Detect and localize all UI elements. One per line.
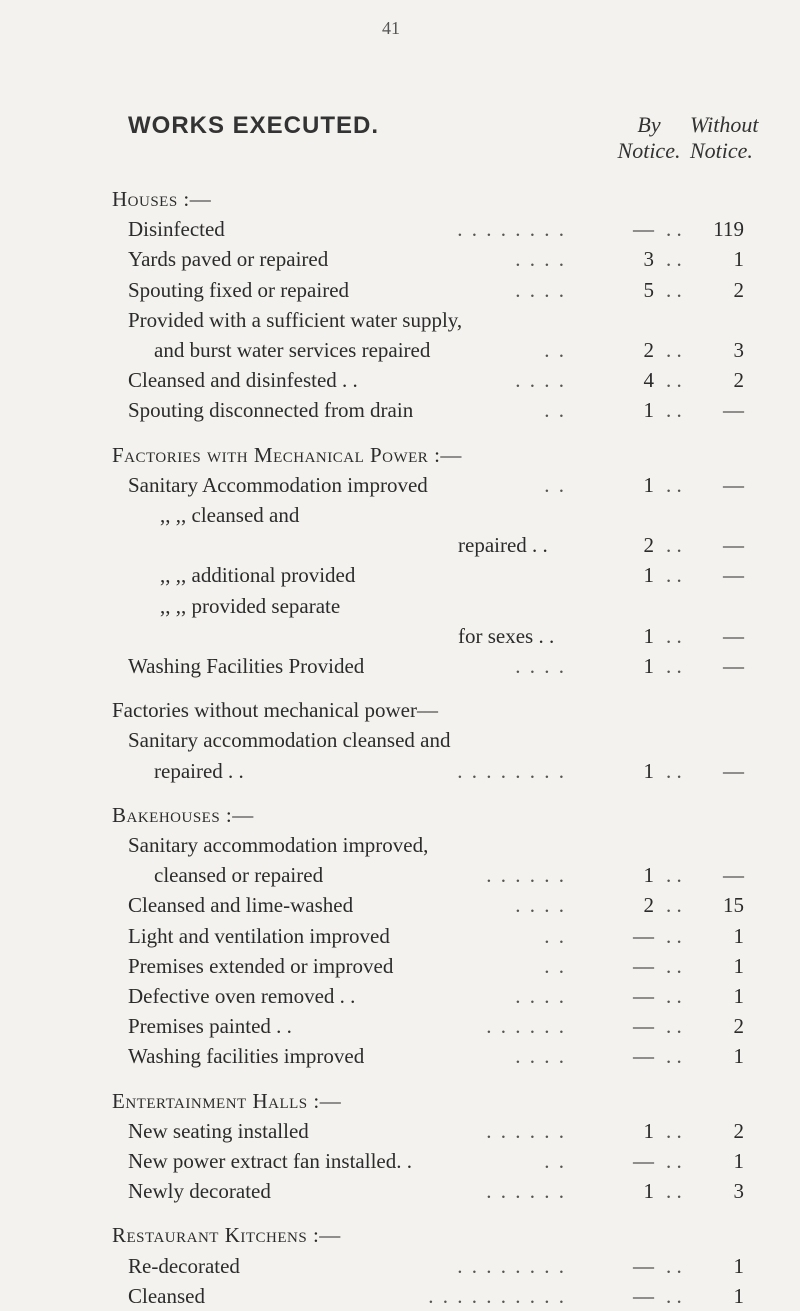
row-label: New seating installed (128, 1118, 309, 1143)
row-label: Spouting fixed or repaired (128, 277, 350, 302)
table-row (0, 1116, 800, 1146)
table-row (0, 1041, 800, 1071)
by-notice-value: — (633, 953, 654, 978)
leader-dots: . . . . (515, 368, 566, 393)
row-label: Washing Facilities Provided (128, 654, 365, 678)
without-notice-value: 1 (733, 247, 744, 272)
column-header-without-notice-line1: Without (690, 112, 759, 137)
by-notice-value: 1 (643, 1179, 654, 1204)
without-notice-value: 1 (733, 923, 744, 948)
leader-dots: . . (544, 472, 566, 497)
table-row (0, 275, 800, 305)
leader-dots: . . (666, 217, 682, 242)
table-row (0, 860, 800, 890)
table-row (0, 560, 800, 590)
row-label: repaired . . (458, 533, 548, 558)
leader-dots: . . . . . . . . (457, 217, 566, 242)
leader-dots: . . . . (515, 247, 566, 272)
column-header-without-notice (690, 112, 800, 164)
by-notice-value: 1 (643, 1118, 654, 1143)
table-row (0, 621, 800, 651)
without-notice-value: 1 (733, 1044, 744, 1069)
row-label: for sexes . . (458, 623, 555, 648)
leader-dots: . . . . . . . . . . (428, 1283, 566, 1308)
row-label: Defective oven removed . . (128, 984, 356, 1008)
by-notice-value: 1 (643, 398, 654, 423)
row-label: Light and ventilation improved (128, 923, 390, 948)
row-label: Provided with a sufficient water supply, (128, 307, 463, 332)
by-notice-value: 3 (643, 247, 654, 272)
column-header-by-notice (594, 112, 704, 164)
column-header-by-notice-line1: By (637, 112, 661, 137)
row-label: Cleansed (128, 1283, 205, 1308)
leader-dots: . . (666, 533, 682, 558)
row-label: Re-decorated (128, 1253, 240, 1278)
without-notice-value: — (723, 758, 744, 783)
by-notice-value: — (633, 1149, 654, 1173)
table-row (0, 214, 800, 244)
by-notice-value: 1 (643, 654, 654, 678)
table-row (0, 530, 800, 560)
table-row (0, 1146, 800, 1176)
without-notice-value: 1 (733, 1149, 744, 1173)
leader-dots: . . (544, 398, 566, 423)
table-row (0, 651, 800, 681)
without-notice-value: — (723, 472, 744, 497)
without-notice-value: — (723, 863, 744, 888)
row-label: Yards paved or repaired (128, 247, 329, 272)
without-notice-value: 2 (733, 1014, 744, 1039)
by-notice-value: — (633, 1283, 654, 1308)
by-notice-value: 1 (643, 623, 654, 648)
table-row (0, 1281, 800, 1311)
by-notice-value: 2 (643, 533, 654, 558)
row-label: Disinfected (128, 217, 225, 242)
row-label: repaired . . (154, 758, 244, 783)
without-notice-value: 2 (733, 1118, 744, 1143)
table-row (0, 470, 800, 500)
leader-dots: . . (544, 1149, 566, 1173)
table-row (0, 1176, 800, 1206)
leader-dots: . . (666, 1044, 682, 1069)
leader-dots: . . (666, 1253, 682, 1278)
leader-dots: . . (666, 1283, 682, 1308)
by-notice-value: 4 (643, 368, 654, 393)
section-heading (0, 800, 800, 830)
leader-dots: . . (666, 563, 682, 588)
page-title: WORKS EXECUTED. (128, 112, 380, 139)
without-notice-value: 1 (733, 953, 744, 978)
table-row (0, 890, 800, 920)
leader-dots: . . (666, 1014, 682, 1039)
leader-dots: . . . . (515, 984, 566, 1008)
section-title: Entertainment Halls :— (112, 1088, 342, 1113)
leader-dots: . . (666, 398, 682, 423)
leader-dots: . . (544, 923, 566, 948)
table-row (0, 395, 800, 425)
table-row (0, 591, 800, 621)
row-label: Newly decorated (128, 1179, 271, 1204)
by-notice-value: 2 (643, 893, 654, 918)
leader-dots: . . . . (515, 654, 566, 678)
column-header-without-notice-line2: Notice. (690, 138, 753, 163)
leader-dots: . . (666, 923, 682, 948)
without-notice-value: 2 (733, 277, 744, 302)
leader-dots: . . . . . . . . (457, 1253, 566, 1278)
without-notice-value: — (723, 563, 744, 588)
leader-dots: . . (666, 1149, 682, 1173)
table-row (0, 500, 800, 530)
without-notice-value: 119 (713, 217, 744, 242)
by-notice-value: — (633, 1014, 654, 1039)
row-label: ,, ,, cleansed and (160, 503, 300, 527)
by-notice-value: 1 (643, 472, 654, 497)
leader-dots: . . . . . . (486, 1179, 566, 1204)
leader-dots: . . (666, 277, 682, 302)
without-notice-value: 3 (733, 338, 744, 362)
by-notice-value: — (633, 1253, 654, 1278)
section-title: Restaurant Kitchens :— (112, 1223, 341, 1248)
table-row (0, 244, 800, 274)
table-row (0, 1251, 800, 1281)
table-row (0, 756, 800, 786)
leader-dots: . . (666, 953, 682, 978)
leader-dots: . . (666, 247, 682, 272)
by-notice-value: — (633, 1044, 654, 1069)
leader-dots: . . (666, 623, 682, 648)
by-notice-value: 2 (643, 338, 654, 362)
table-row (0, 830, 800, 860)
row-label: Cleansed and lime-washed (128, 893, 354, 918)
table-row (0, 365, 800, 395)
leader-dots: . . (666, 472, 682, 497)
table-row (0, 981, 800, 1011)
without-notice-value: 2 (733, 368, 744, 393)
by-notice-value: — (633, 923, 654, 948)
row-label: Sanitary Accommodation improved (128, 472, 428, 497)
table-row (0, 335, 800, 365)
without-notice-value: — (723, 398, 744, 423)
by-notice-value: 1 (643, 758, 654, 783)
without-notice-value: — (723, 654, 744, 678)
leader-dots: . . (544, 953, 566, 978)
leader-dots: . . . . (515, 893, 566, 918)
section-heading (0, 1086, 800, 1116)
row-label: and burst water services repaired (154, 338, 431, 362)
by-notice-value: — (633, 984, 654, 1008)
without-notice-value: 1 (733, 1283, 744, 1308)
table-row (0, 695, 800, 725)
row-label: ,, ,, provided separate (160, 593, 341, 618)
section-title: Factories with Mechanical Power :— (112, 442, 462, 467)
leader-dots: . . (666, 984, 682, 1008)
without-notice-value: — (723, 533, 744, 558)
page-number: 41 (382, 18, 400, 38)
table-row (0, 305, 800, 335)
by-notice-value: — (633, 217, 654, 242)
leader-dots: . . . . . . (486, 1014, 566, 1039)
without-notice-value: — (723, 623, 744, 648)
leader-dots: . . (666, 893, 682, 918)
row-label: Factories without mechanical power— (112, 698, 438, 723)
row-label: Sanitary accommodation cleansed and (128, 728, 451, 753)
row-label: Premises extended or improved (128, 953, 394, 978)
table-header (0, 112, 800, 163)
column-header-by-notice-line2: Notice. (617, 138, 681, 163)
table-row (0, 951, 800, 981)
row-label: Washing facilities improved (128, 1044, 365, 1069)
section-title: Houses :— (112, 187, 212, 211)
leader-dots: . . . . . . (486, 863, 566, 888)
row-label: Cleansed and disinfested . . (128, 368, 358, 393)
table-row (0, 1011, 800, 1041)
without-notice-value: 1 (733, 1253, 744, 1278)
leader-dots: . . (666, 1118, 682, 1143)
row-label: cleansed or repaired (154, 863, 324, 888)
by-notice-value: 5 (643, 277, 654, 302)
leader-dots: . . . . (515, 1044, 566, 1069)
without-notice-value: 15 (723, 893, 744, 918)
leader-dots: . . (666, 654, 682, 678)
leader-dots: . . (666, 863, 682, 888)
leader-dots: . . . . . . . . (457, 758, 566, 783)
row-label: Premises painted . . (128, 1014, 292, 1039)
leader-dots: . . (666, 1179, 682, 1204)
row-label: ,, ,, additional provided (160, 563, 356, 588)
row-label: Sanitary accommodation improved, (128, 833, 429, 857)
leader-dots: . . . . (515, 277, 566, 302)
leader-dots: . . (544, 338, 566, 362)
row-label: Spouting disconnected from drain (128, 398, 414, 423)
section-title: Bakehouses :— (112, 802, 254, 827)
by-notice-value: 1 (643, 563, 654, 588)
row-label: New power extract fan installed. . (128, 1149, 412, 1173)
leader-dots: . . . . . . (486, 1118, 566, 1143)
table-row (0, 921, 800, 951)
leader-dots: . . (666, 368, 682, 393)
section-heading (0, 1220, 800, 1250)
by-notice-value: 1 (643, 863, 654, 888)
leader-dots: . . (666, 758, 682, 783)
section-heading (0, 440, 800, 470)
section-heading (0, 184, 800, 214)
leader-dots: . . (666, 338, 682, 362)
without-notice-value: 1 (733, 984, 744, 1008)
without-notice-value: 3 (733, 1179, 744, 1204)
table-row (0, 725, 800, 755)
